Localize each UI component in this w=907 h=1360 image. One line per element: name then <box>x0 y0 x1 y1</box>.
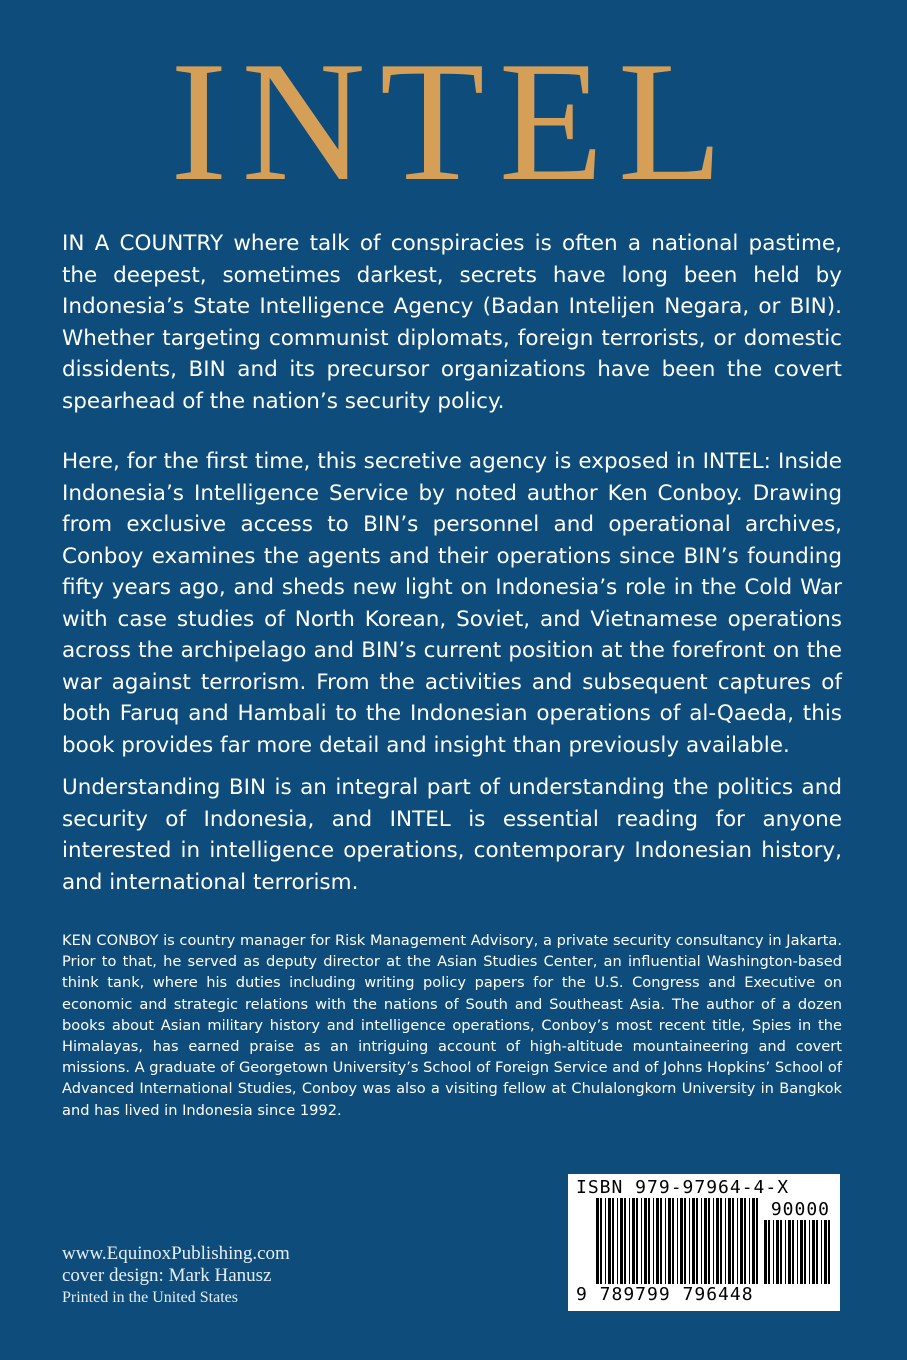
barcode-bar <box>824 1220 827 1284</box>
barcode-bar <box>680 1198 683 1284</box>
barcode-bar <box>612 1198 614 1284</box>
blurb-paragraph-1: IN A COUNTRY where talk of conspiracies is often a national pastime, the deepest, sometimes darkest, secrets have long been held by Indonesia’s State Intelligence Agency (Badan Intelijen Negara, or BIN). Whether targeting communist diplomats, foreign terrorists, or domestic dissidents, BIN and its precursor organizations have been the covert spearhead of the nation’s security policy. <box>62 231 842 414</box>
publisher-website: www.EquinoxPublishing.com <box>62 1243 290 1264</box>
publisher-footer <box>62 1243 290 1309</box>
barcode-bar <box>797 1220 798 1284</box>
printed-location: Printed in the United States <box>62 1289 238 1306</box>
barcode-bar <box>792 1220 794 1284</box>
barcode-bar <box>737 1198 738 1284</box>
barcode-bar <box>665 1198 666 1284</box>
barcode-bar <box>768 1220 770 1284</box>
blurb-paragraph-3: Understanding BIN is an integral part of understanding the politics and security of Indonesia, and INTEL is essential reading for anyone interested in intelligence operations, contemporary Indonesian history, and international terrorism. <box>62 775 842 895</box>
barcode-bar <box>629 1198 630 1284</box>
barcode-bar <box>689 1198 690 1284</box>
barcode-bar <box>620 1198 623 1284</box>
book-title: INTEL <box>170 27 737 217</box>
barcode-bar <box>720 1198 722 1284</box>
barcode-bar <box>780 1220 782 1284</box>
barcode-bar <box>728 1198 731 1284</box>
ean-number: 9 789799 796448 <box>576 1284 754 1305</box>
barcode-bar <box>641 1198 642 1284</box>
barcode-bar <box>617 1198 618 1284</box>
barcode-bar <box>752 1198 755 1284</box>
barcode-bar <box>740 1198 743 1284</box>
barcode-bar <box>696 1198 698 1284</box>
price-code: 90000 <box>770 1199 830 1220</box>
barcode-bar <box>624 1198 626 1284</box>
barcode-bar <box>744 1198 746 1284</box>
barcode-bar <box>632 1198 635 1284</box>
barcode-bar <box>773 1220 774 1284</box>
barcode-bar <box>684 1198 686 1284</box>
barcode-bar <box>804 1220 806 1284</box>
isbn-barcode <box>568 1174 840 1311</box>
barcode-bar <box>677 1198 678 1284</box>
barcode-bar <box>596 1198 599 1284</box>
barcode-bar <box>648 1198 650 1284</box>
barcode-bar <box>701 1198 702 1284</box>
barcode-bar <box>653 1198 654 1284</box>
barcode-bar <box>716 1198 719 1284</box>
barcode-bar <box>800 1220 803 1284</box>
cover-design-credit: cover design: Mark Hanusz <box>62 1265 272 1286</box>
barcode-bar <box>704 1198 707 1284</box>
barcode-bar <box>605 1198 606 1284</box>
isbn-number: ISBN 979-97964-4-X <box>576 1177 790 1198</box>
barcode-bar <box>809 1220 810 1284</box>
barcode-bar <box>828 1220 830 1284</box>
barcode-bar <box>785 1220 786 1284</box>
barcode-bar <box>692 1198 695 1284</box>
barcode-bar <box>672 1198 674 1284</box>
barcode-bar <box>776 1220 779 1284</box>
barcode-bar <box>725 1198 726 1284</box>
barcode-bar <box>600 1198 602 1284</box>
barcode-bar <box>708 1198 710 1284</box>
barcode-bar <box>636 1198 638 1284</box>
barcode-bar <box>732 1198 734 1284</box>
barcode-bar <box>816 1220 818 1284</box>
barcode-bar <box>656 1198 659 1284</box>
barcode-bar <box>756 1198 758 1284</box>
barcode-bar <box>749 1198 750 1284</box>
barcode-bar <box>788 1220 791 1284</box>
barcode-bar <box>821 1220 822 1284</box>
barcode-bar <box>812 1220 815 1284</box>
barcode-bar <box>764 1220 767 1284</box>
barcode-bar <box>608 1198 611 1284</box>
blurb-paragraph-2: Here, for the first time, this secretive agency is exposed in INTEL: Inside Indonesia’s Intelligence Service by noted author Ken Conboy. Drawing from exclusive access to BIN’s personnel and operational archives, Conboy examines the agents and their operations since BIN’s founding fifty years ago, and sheds new light on Indonesia’s role in the Cold War with case studies of North Korean, Soviet, and Vietnamese operations across the archipelago and BIN’s current position at the forefront on the war against terrorism. From the activities and subsequent captures of both Faruq and Hambali to the Indonesian operations of al-Qaeda, this book provides far more detail and insight than previously available. <box>62 449 842 758</box>
barcode-bar <box>660 1198 662 1284</box>
barcode-bar <box>668 1198 671 1284</box>
barcode-bar <box>644 1198 647 1284</box>
barcode-bar <box>713 1198 714 1284</box>
author-bio: KEN CONBOY is country manager for Risk Management Advisory, a private security consultancy in Jakarta. Prior to that, he served as deputy director at the Asian Studies Center, an influential Washington-based think tank, where his duties including writing policy papers for the U.S. Congress and Executive on economic and strategic relations with the nations of South and Southeast Asia. The author of a dozen books about Asian military history and intelligence operations, Conboy’s most recent title, Spies in the Himalayas, has earned praise as an intriguing account of high-altitude mountaineering and covert missions. A graduate of Georgetown University’s School of Foreign Service and of Johns Hopkins’ School of Advanced International Studies, Conboy was also a visiting fellow at Chulalongkorn University in Bangkok and has lived in Indonesia since 1992. <box>62 932 842 1119</box>
